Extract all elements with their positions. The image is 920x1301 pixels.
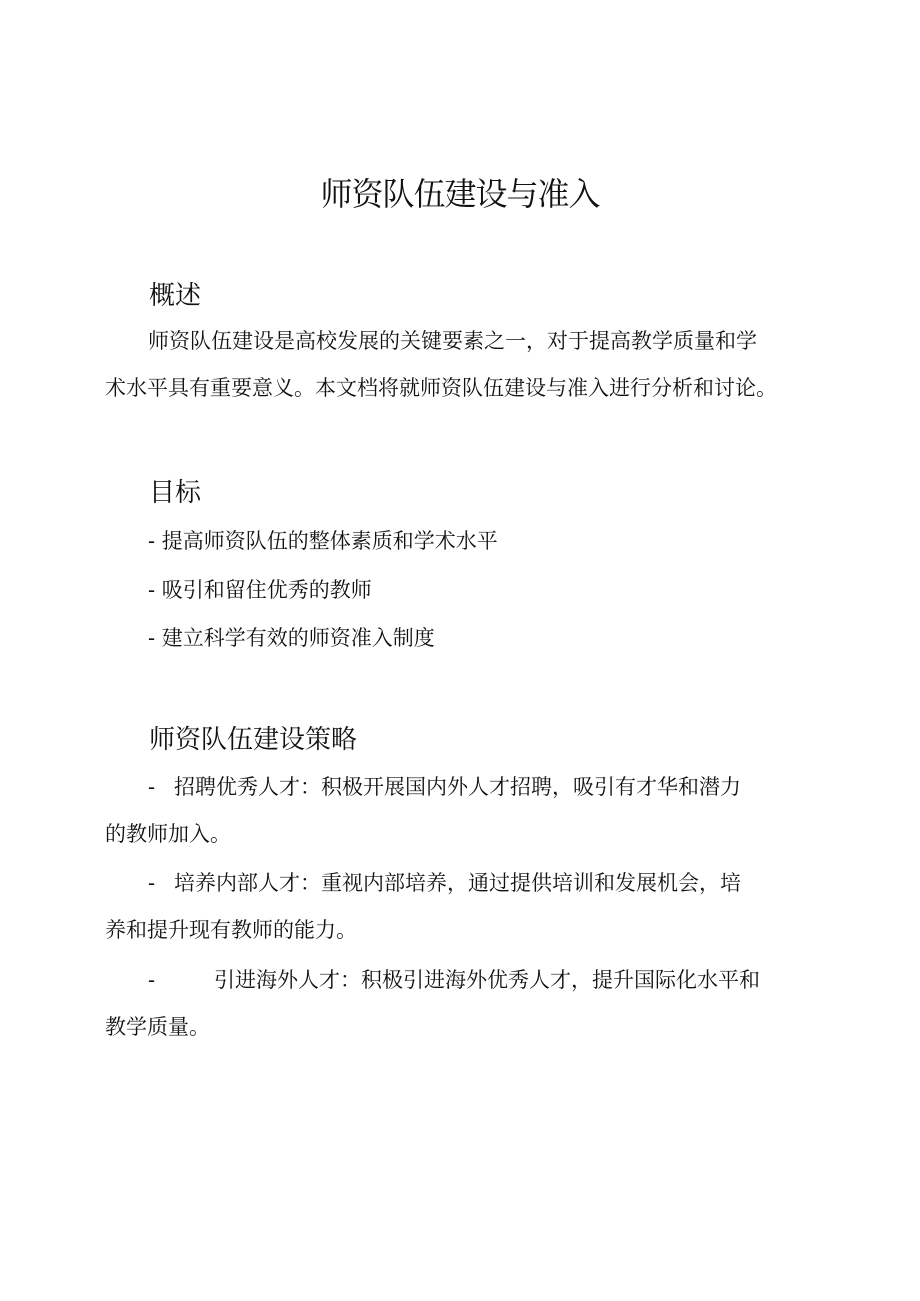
strategy-item-2: [105, 860, 825, 954]
strategy-item-2-dash: -: [148, 871, 156, 895]
overview-heading: 概述: [149, 281, 202, 311]
strategy-item-2-first: 培养内部人才：重视内部培养，通过提供培训和发展机会，培: [174, 871, 741, 895]
strategy-item-1-second: 的教师加入。: [105, 822, 231, 846]
goal-item-2: - 吸引和留住优秀的教师: [148, 578, 372, 602]
strategy-item-3-dash: -: [148, 968, 156, 992]
overview-line-1: 师资队伍建设是高校发展的关键要素之一，对于提高教学质量和学: [148, 329, 757, 353]
document-title: 师资队伍建设与准入: [320, 175, 600, 213]
goal-item-1: - 提高师资队伍的整体素质和学术水平: [148, 529, 498, 553]
strategy-item-3-second: 教学质量。: [105, 1015, 210, 1039]
strategy-item-1-first: 招聘优秀人才：积极开展国内外人才招聘，吸引有才华和潜力: [174, 775, 741, 799]
strategy-heading: 师资队伍建设策略: [149, 725, 358, 755]
strategy-item-3: [105, 957, 825, 1051]
strategy-item-1: [105, 764, 825, 858]
goal-item-3: - 建立科学有效的师资准入制度: [148, 626, 435, 650]
strategy-item-3-first: 引进海外人才：积极引进海外优秀人才，提升国际化水平和: [214, 968, 760, 992]
strategy-item-2-second: 养和提升现有教师的能力。: [105, 918, 357, 942]
overview-line-2: 术水平具有重要意义。本文档将就师资队伍建设与准入进行分析和讨论。: [105, 376, 777, 400]
overview-paragraph: [105, 318, 825, 412]
goals-heading: 目标: [149, 478, 202, 508]
strategy-item-1-dash: -: [148, 775, 156, 799]
